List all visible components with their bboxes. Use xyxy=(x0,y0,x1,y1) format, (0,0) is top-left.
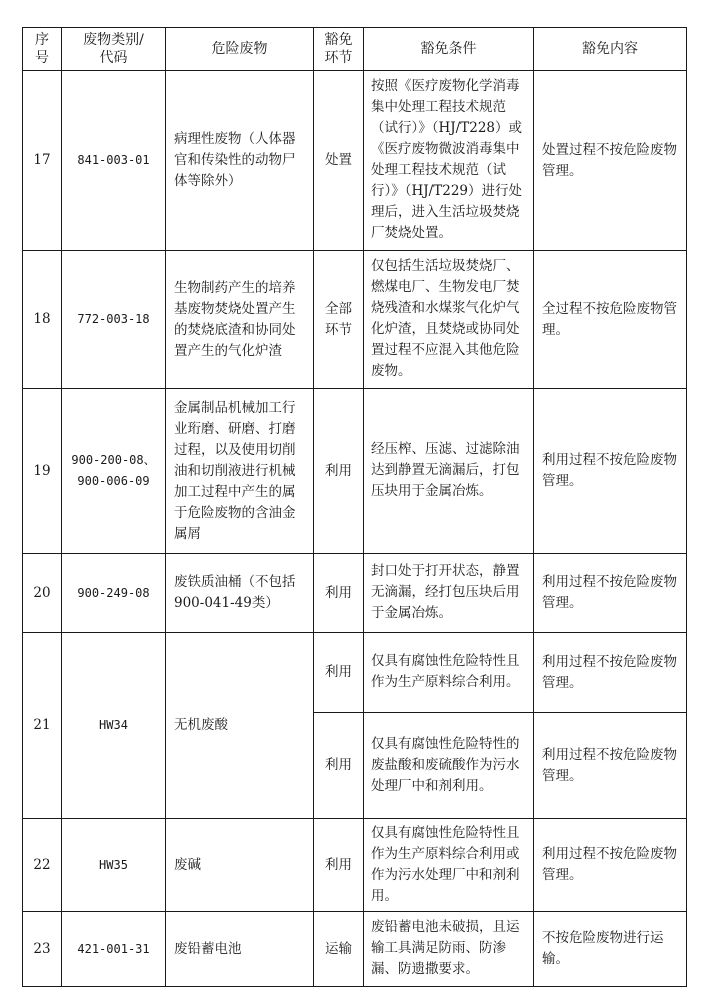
exemption-table xyxy=(22,27,687,987)
header-condition: 豁免条件 xyxy=(364,28,534,71)
row-condition: 仅具有腐蚀性危险特性的废盐酸和废硫酸作为污水处理厂中和剂利用。 xyxy=(364,713,534,819)
row-seq: 20 xyxy=(23,554,62,633)
row-content: 利用过程不按危险废物管理。 xyxy=(534,633,687,713)
row-waste: 病理性废物（人体器官和传染性的动物尸体等除外） xyxy=(166,71,314,251)
table-row xyxy=(23,71,687,251)
row-stage: 利用 xyxy=(314,819,364,912)
header-stage: 豁免 环节 xyxy=(314,28,364,71)
row-waste: 无机废酸 xyxy=(166,633,314,819)
row-condition: 按照《医疗废物化学消毒集中处理工程技术规范（试行）》（HJ/T228）或《医疗废物微波消毒集中处理工程技术规范（试行）》（HJ/T229）进行处理后，进入生活垃圾焚烧厂焚烧处置。 xyxy=(364,71,534,251)
table-row xyxy=(23,251,687,389)
row-condition: 经压榨、压滤、过滤除油达到静置无滴漏后，打包压块用于金属冶炼。 xyxy=(364,389,534,554)
row-condition: 封口处于打开状态，静置无滴漏，经打包压块后用于金属冶炼。 xyxy=(364,554,534,633)
row-seq: 23 xyxy=(23,912,62,987)
exemption-table-page xyxy=(22,27,686,987)
header-category: 废物类别/ 代码 xyxy=(62,28,166,71)
table-row xyxy=(23,389,687,554)
row-content: 利用过程不按危险废物管理。 xyxy=(534,389,687,554)
row-stage: 利用 xyxy=(314,713,364,819)
row-waste: 生物制药产生的培养基废物焚烧处置产生的焚烧底渣和协同处置产生的气化炉渣 xyxy=(166,251,314,389)
table-row xyxy=(23,912,687,987)
row-seq: 19 xyxy=(23,389,62,554)
table-row xyxy=(23,554,687,633)
row-condition: 废铅蓄电池未破损，且运输工具满足防雨、防渗漏、防遗撒要求。 xyxy=(364,912,534,987)
table-row xyxy=(23,633,687,713)
row-condition: 仅包括生活垃圾焚烧厂、燃煤电厂、生物发电厂焚烧残渣和水煤浆气化炉气化炉渣，且焚烧或协同处置过程不应混入其他危险废物。 xyxy=(364,251,534,389)
row-condition: 仅具有腐蚀性危险特性且作为生产原料综合利用或作为污水处理厂中和剂利用。 xyxy=(364,819,534,912)
row-content: 利用过程不按危险废物管理。 xyxy=(534,713,687,819)
row-content: 利用过程不按危险废物管理。 xyxy=(534,819,687,912)
row-seq: 17 xyxy=(23,71,62,251)
row-waste: 废铅蓄电池 xyxy=(166,912,314,987)
row-code: 900-249-08 xyxy=(62,554,166,633)
row-code: 772-003-18 xyxy=(62,251,166,389)
row-stage: 利用 xyxy=(314,389,364,554)
row-code: HW34 xyxy=(62,633,166,819)
table-row xyxy=(23,819,687,912)
row-seq: 18 xyxy=(23,251,62,389)
row-waste: 废碱 xyxy=(166,819,314,912)
row-code: 900-200-08、 900-006-09 xyxy=(62,389,166,554)
row-content: 全过程不按危险废物管理。 xyxy=(534,251,687,389)
row-seq: 21 xyxy=(23,633,62,819)
row-waste: 废铁质油桶（不包括900-041-49类） xyxy=(166,554,314,633)
row-content: 不按危险废物进行运输。 xyxy=(534,912,687,987)
row-waste: 金属制品机械加工行业珩磨、研磨、打磨过程，以及使用切削油和切削液进行机械加工过程中产生的属于危险废物的含油金属屑 xyxy=(166,389,314,554)
row-code: 421-001-31 xyxy=(62,912,166,987)
row-stage: 运输 xyxy=(314,912,364,987)
row-code: 841-003-01 xyxy=(62,71,166,251)
row-seq: 22 xyxy=(23,819,62,912)
header-seq: 序 号 xyxy=(23,28,62,71)
row-stage: 利用 xyxy=(314,633,364,713)
row-stage: 处置 xyxy=(314,71,364,251)
header-waste: 危险废物 xyxy=(166,28,314,71)
row-condition: 仅具有腐蚀性危险特性且作为生产原料综合利用。 xyxy=(364,633,534,713)
row-stage: 利用 xyxy=(314,554,364,633)
row-stage: 全部 环节 xyxy=(314,251,364,389)
row-content: 利用过程不按危险废物管理。 xyxy=(534,554,687,633)
header-content: 豁免内容 xyxy=(534,28,687,71)
row-content: 处置过程不按危险废物管理。 xyxy=(534,71,687,251)
row-code: HW35 xyxy=(62,819,166,912)
table-header-row xyxy=(23,28,687,71)
